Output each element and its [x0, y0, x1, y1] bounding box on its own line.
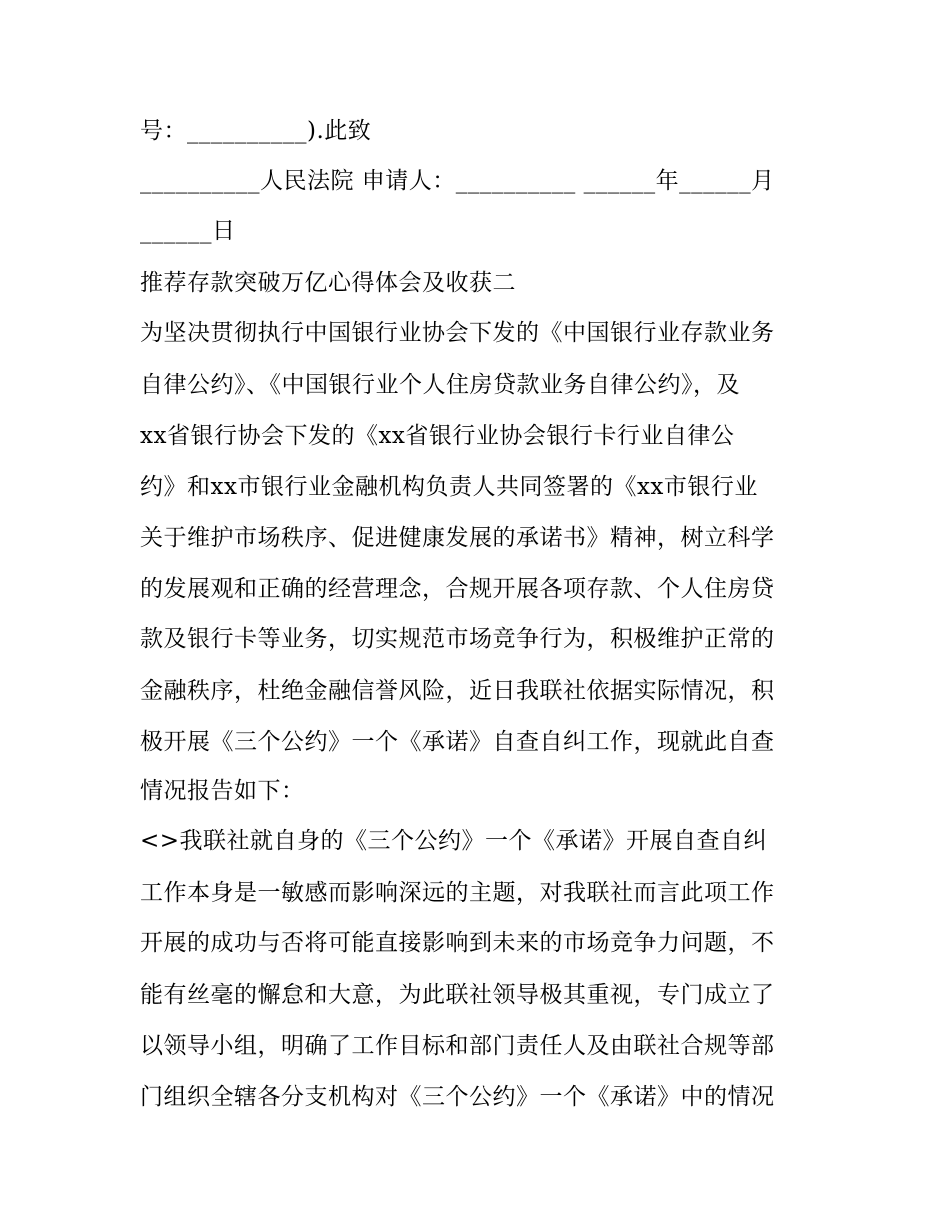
text-line: 为坚决贯彻执行中国银行业协会下发的《中国银行业存款业务 [140, 320, 775, 346]
text-line: 情况报告如下： [140, 778, 305, 804]
text-line: 的发展观和正确的经营理念，合规开展各项存款、个人住房贷 [140, 576, 775, 602]
section-heading: 推荐存款突破万亿心得体会及收获二 [140, 270, 516, 296]
text-line: 约》和xx市银行业金融机构负责人共同签署的《xx市银行业 [140, 474, 758, 500]
text-line: 开展的成功与否将可能直接影响到未来的市场竞争力问题，不 [140, 930, 775, 956]
text-line: 能有丝毫的懈怠和大意，为此联社领导极其重视，专门成立了 [140, 982, 775, 1008]
text-line: 以领导小组，明确了工作目标和部门责任人及由联社合规等部 [140, 1033, 775, 1059]
text-line: 门组织全辖各分支机构对《三个公约》一个《承诺》中的情况 [140, 1084, 775, 1110]
text-line: 极开展《三个公约》一个《承诺》自查自纠工作，现就此自查 [140, 729, 775, 755]
text-line: 关于维护市场秩序、促进健康发展的承诺书》精神，树立科学 [140, 525, 775, 551]
text-line: <>我联社就自身的《三个公约》一个《承诺》开展自查自纠 [140, 828, 768, 854]
text-line: __________人民法院 申请人：__________ ______年______月 [140, 168, 775, 194]
text-line: 款及银行卡等业务，切实规范市场竞争行为，积极维护正常的 [140, 626, 775, 652]
text-line: ______日 [140, 218, 236, 244]
text-line: 金融秩序，杜绝金融信誉风险，近日我联社依据实际情况，积 [140, 678, 775, 704]
text-line: 自律公约》、《中国银行业个人住房贷款业务自律公约》，及 [140, 372, 740, 398]
text-line: 号：__________).此致 [140, 118, 372, 144]
text-line: xx省银行协会下发的《xx省银行业协会银行卡行业自律公 [140, 423, 735, 449]
text-line: 工作本身是一敏感而影响深远的主题，对我联社而言此项工作 [140, 880, 775, 906]
